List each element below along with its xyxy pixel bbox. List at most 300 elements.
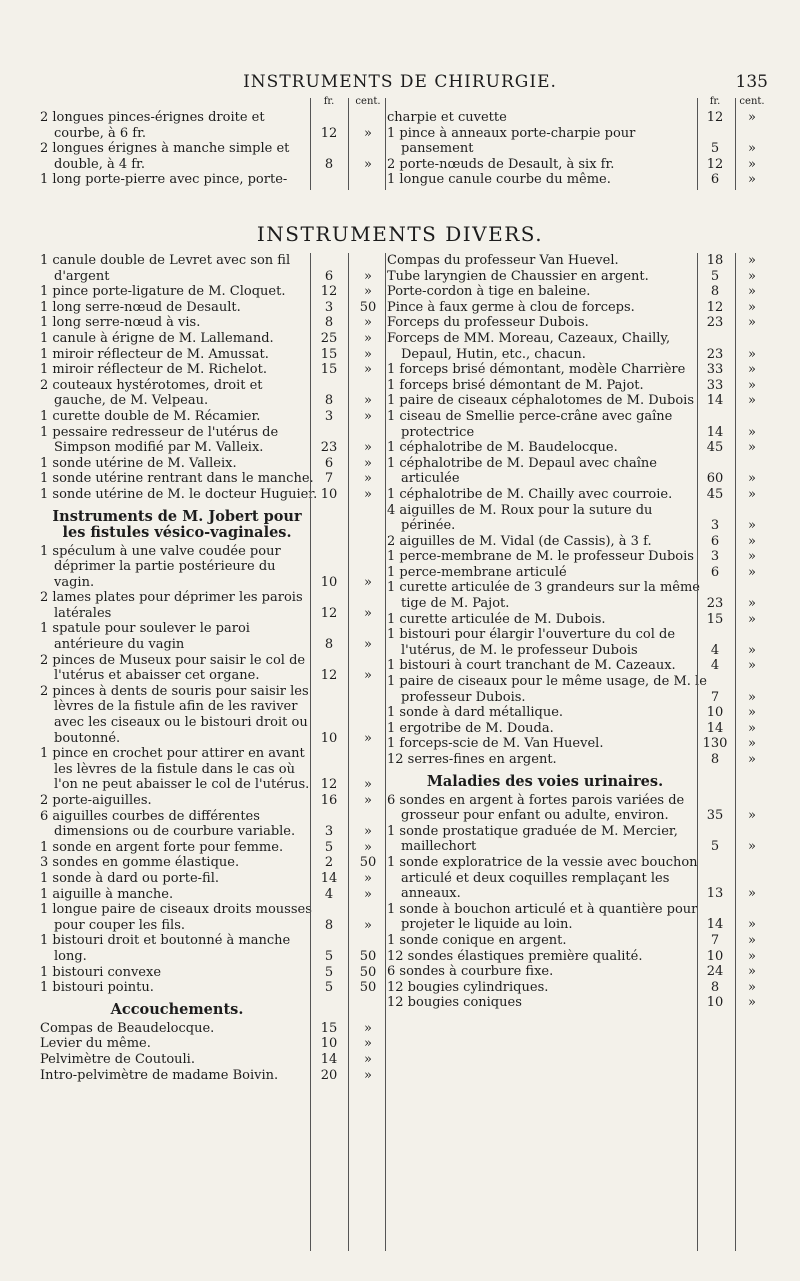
column-rule xyxy=(735,253,736,1251)
item-price-francs: 6 xyxy=(710,533,720,549)
item-price-francs: 12 xyxy=(706,299,724,315)
item-price-francs: 12 xyxy=(706,156,724,172)
item-price-centimes: » xyxy=(748,110,756,125)
item-description: 1 sonde utérine de M. le docteur Huguier. xyxy=(40,486,318,502)
price-list-item xyxy=(40,793,382,809)
item-price-centimes: » xyxy=(748,471,756,487)
item-price-francs: 10 xyxy=(320,574,338,590)
price-list-item xyxy=(387,315,762,331)
item-price-francs: 10 xyxy=(706,948,724,964)
price-list-item xyxy=(387,157,762,173)
item-price-francs: 8 xyxy=(324,393,334,409)
page-header-title: INSTRUMENTS DE CHIRURGIE. xyxy=(243,72,557,92)
item-description: 1 miroir réflecteur de M. Richelot. xyxy=(40,362,267,378)
item-description: 1 longue paire de ciseaux droits mousses pour couper les fils. xyxy=(40,902,312,933)
item-price-francs: 12 xyxy=(320,284,338,300)
item-price-centimes: » xyxy=(364,637,372,653)
item-description: Porte-cordon à tige en baleine. xyxy=(387,284,591,300)
item-price-francs: 10 xyxy=(320,730,338,746)
price-list-item xyxy=(387,456,762,487)
item-price-francs: 35 xyxy=(706,808,724,824)
item-description: 12 sondes élastiques première qualité. xyxy=(387,948,643,964)
item-description: 2 couteaux hystérotomes, droit et gauche, de M. Velpeau. xyxy=(40,377,263,409)
item-price-centimes: 50 xyxy=(359,964,377,980)
top-left-column xyxy=(40,98,382,188)
subsection-heading: Maladies des voies urinaires. xyxy=(426,772,664,790)
item-price-francs: 14 xyxy=(320,870,338,886)
item-description: 1 sonde en argent forte pour femme. xyxy=(40,839,284,855)
item-description: 1 sonde à bouchon articulé et à quantière pour projeter le liquide au loin. xyxy=(387,901,698,933)
price-list-item xyxy=(387,440,762,456)
item-price-francs: 15 xyxy=(320,362,338,378)
price-list-item xyxy=(40,362,382,378)
item-description: 1 spatule pour soulever le paroi antérieure du vagin xyxy=(40,621,250,653)
item-price-centimes: » xyxy=(364,330,372,346)
item-price-francs: 12 xyxy=(320,668,338,684)
franc-column-header: fr. xyxy=(323,96,335,108)
item-description: Forceps de MM. Moreau, Cazeaux, Chailly, Depaul, Hutin, etc., chacun. xyxy=(387,330,671,362)
item-description: 1 canule double de Levret avec son fil d'argent xyxy=(40,253,291,284)
price-list-item xyxy=(40,980,382,996)
item-description: 1 forceps brisé démontant de M. Pajot. xyxy=(387,377,644,393)
item-price-centimes: » xyxy=(748,964,756,980)
item-price-francs: 3 xyxy=(710,549,720,565)
item-price-centimes: » xyxy=(364,125,372,141)
item-price-francs: 4 xyxy=(324,886,334,902)
price-list-item xyxy=(387,409,762,440)
column-rule xyxy=(348,98,349,190)
item-description: 2 aiguilles de M. Vidal (de Cassis), à 3 f. xyxy=(387,533,652,549)
price-list-item xyxy=(387,503,762,534)
item-description: 1 ciseau de Smellie perce-crâne avec gaîne protectrice xyxy=(387,408,673,440)
item-price-francs: 6 xyxy=(324,268,334,284)
item-price-francs: 12 xyxy=(320,777,338,793)
item-price-centimes: » xyxy=(748,596,756,612)
column-rule xyxy=(697,98,698,190)
price-list-item xyxy=(40,110,382,141)
item-description: 12 serres-fines en argent. xyxy=(387,752,557,767)
price-list-item xyxy=(40,544,382,591)
item-price-francs: 5 xyxy=(324,839,334,855)
item-price-francs: 7 xyxy=(710,932,720,948)
item-description: 1 long serre-nœud de Desault. xyxy=(40,299,241,315)
price-list-item xyxy=(387,331,762,362)
item-price-francs: 15 xyxy=(320,1020,338,1036)
price-list-item xyxy=(40,141,382,172)
price-list-item xyxy=(40,887,382,903)
item-price-centimes: » xyxy=(748,839,756,855)
item-price-centimes: » xyxy=(748,172,756,188)
price-list-item xyxy=(40,855,382,871)
price-list-item xyxy=(40,840,382,856)
item-price-centimes: » xyxy=(364,156,372,172)
left-column xyxy=(40,253,382,1083)
item-price-francs: 33 xyxy=(706,362,724,378)
item-price-francs: 18 xyxy=(706,253,724,268)
item-description: 2 porte-nœuds de Desault, à six fr. xyxy=(387,156,615,172)
price-list-item xyxy=(387,534,762,550)
price-list-item xyxy=(40,1021,382,1037)
item-price-centimes: » xyxy=(748,564,756,580)
item-price-centimes: » xyxy=(748,518,756,534)
item-price-francs: 14 xyxy=(706,720,724,736)
price-list-item xyxy=(40,653,382,684)
item-price-centimes: » xyxy=(364,605,372,621)
item-price-centimes: » xyxy=(748,549,756,565)
item-price-francs: 12 xyxy=(706,110,724,125)
item-price-francs: 8 xyxy=(710,284,720,300)
item-description: 1 curette articulée de 3 grandeurs sur la même tige de M. Pajot. xyxy=(387,580,701,612)
item-description: 1 pince en crochet pour attirer en avant les lèvres de la fistule dans le cas où l'on ne peut abaisser le col de l'utérus. xyxy=(40,746,310,793)
item-price-centimes: » xyxy=(748,533,756,549)
subsection-heading: Accouchements. xyxy=(110,1000,244,1018)
item-description: 1 bistouri pointu. xyxy=(40,980,154,996)
item-price-francs: 12 xyxy=(320,125,338,141)
item-price-centimes: » xyxy=(364,268,372,284)
item-price-centimes: » xyxy=(364,793,372,808)
item-price-centimes: » xyxy=(364,870,372,886)
price-list-item xyxy=(40,1036,382,1052)
item-price-francs: 10 xyxy=(706,705,724,721)
item-description: 2 lames plates pour déprimer les parois latérales xyxy=(40,590,303,621)
item-price-centimes: 50 xyxy=(359,855,377,871)
top-right-column xyxy=(387,96,765,188)
item-price-francs: 15 xyxy=(706,611,724,627)
price-list-item xyxy=(40,487,382,503)
price-list-item xyxy=(387,902,762,933)
price-list-item xyxy=(40,621,382,652)
item-price-francs: 130 xyxy=(702,736,728,752)
centime-column-header: cent. xyxy=(355,96,381,108)
item-price-francs: 6 xyxy=(324,455,334,471)
item-description: 1 spéculum à une valve coudée pour déprimer la partie postérieure du vagin. xyxy=(40,543,281,590)
item-price-centimes: » xyxy=(364,346,372,362)
item-description: 12 bougies cylindriques. xyxy=(387,979,549,995)
item-price-centimes: » xyxy=(364,362,372,378)
item-description: 1 sonde utérine rentrant dans le manche. xyxy=(40,471,314,487)
price-list-item xyxy=(387,378,762,394)
item-price-centimes: » xyxy=(748,156,756,172)
price-list-item xyxy=(387,612,762,628)
item-price-francs: 6 xyxy=(710,172,720,188)
item-price-centimes: » xyxy=(748,720,756,736)
price-list-item xyxy=(40,172,382,188)
price-list-item xyxy=(387,964,762,980)
item-price-francs: 45 xyxy=(706,440,724,456)
item-description: Pince à faux germe à clou de forceps. xyxy=(387,299,635,315)
column-rule xyxy=(310,253,311,1251)
price-list-item xyxy=(40,590,382,621)
item-description: Forceps du professeur Dubois. xyxy=(387,315,589,331)
price-list-item xyxy=(387,980,762,996)
item-price-francs: 14 xyxy=(706,393,724,409)
item-price-francs: 23 xyxy=(706,346,724,362)
item-price-francs: 2 xyxy=(324,855,334,871)
item-price-centimes: » xyxy=(364,1067,372,1083)
item-price-francs: 8 xyxy=(324,637,334,653)
item-price-francs: 23 xyxy=(320,440,338,456)
item-price-centimes: » xyxy=(748,284,756,300)
item-price-centimes: » xyxy=(748,752,756,767)
item-description: 1 perce-membrane de M. le professeur Dubois xyxy=(387,549,694,565)
item-description: 12 bougies coniques xyxy=(387,995,522,1011)
item-price-centimes: » xyxy=(364,839,372,855)
item-price-centimes: 50 xyxy=(359,299,377,315)
item-description: 1 forceps-scie de M. Van Huevel. xyxy=(387,736,604,752)
item-price-centimes: » xyxy=(364,486,372,502)
item-price-francs: 5 xyxy=(324,964,334,980)
price-list-item xyxy=(40,871,382,887)
price-list-item xyxy=(40,378,382,409)
item-price-centimes: » xyxy=(748,299,756,315)
item-description: 3 sondes en gomme élastique. xyxy=(40,855,240,871)
item-price-francs: 6 xyxy=(710,564,720,580)
item-description: Tube laryngien de Chaussier en argent. xyxy=(387,268,649,284)
item-price-francs: 13 xyxy=(706,886,724,902)
price-list-item xyxy=(387,110,762,126)
item-price-centimes: » xyxy=(748,658,756,674)
item-description: 2 pinces à dents de souris pour saisir les lèvres de la fistule afin de les raviver avec les ciseaux ou le bistouri droit ou boutonné. xyxy=(40,683,309,746)
item-description: 1 miroir réflecteur de M. Amussat. xyxy=(40,346,269,362)
price-list-item xyxy=(387,721,762,737)
price-list-item xyxy=(387,824,762,855)
item-price-francs: 5 xyxy=(324,948,334,964)
currency-header xyxy=(40,98,382,110)
column-rule xyxy=(735,98,736,190)
item-price-francs: 10 xyxy=(706,995,724,1011)
price-list-item xyxy=(387,487,762,503)
item-price-centimes: » xyxy=(364,668,372,684)
item-price-centimes: » xyxy=(748,362,756,378)
item-description: 1 bistouri pour élargir l'ouverture du col de l'utérus, de M. le professeur Dubois xyxy=(387,627,676,658)
item-price-centimes: » xyxy=(748,377,756,393)
price-list-item xyxy=(387,793,762,824)
item-description: 1 sonde à dard ou porte-fil. xyxy=(40,870,220,886)
item-price-centimes: » xyxy=(364,824,372,840)
column-rule xyxy=(385,98,386,190)
price-list-item xyxy=(387,549,762,565)
item-price-francs: 7 xyxy=(710,689,720,705)
item-description: 1 pince à anneaux porte-charpie pour pansement xyxy=(387,125,636,157)
price-list-item xyxy=(387,126,762,157)
item-description: 1 sonde exploratrice de la vessie avec bouchon articulé et deux coquilles remplaçant les anneaux. xyxy=(387,854,698,902)
item-price-francs: 4 xyxy=(710,642,720,658)
item-price-centimes: » xyxy=(748,393,756,409)
item-price-centimes: » xyxy=(364,574,372,590)
item-price-centimes: » xyxy=(748,253,756,268)
item-price-francs: 20 xyxy=(320,1067,338,1083)
item-price-centimes: » xyxy=(364,315,372,331)
price-list-item xyxy=(40,253,382,284)
item-price-centimes: » xyxy=(748,995,756,1011)
item-description: 1 sonde à dard métallique. xyxy=(387,705,564,721)
item-description: 1 paire de ciseaux pour le même usage, de M. le professeur Dubois. xyxy=(387,674,707,705)
running-header xyxy=(0,72,800,96)
item-price-centimes: » xyxy=(364,284,372,300)
item-price-centimes: » xyxy=(748,886,756,902)
price-list-item xyxy=(387,736,762,752)
price-list-item xyxy=(387,580,762,611)
item-description: Levier du même. xyxy=(40,1036,151,1052)
centime-column-header: cent. xyxy=(739,96,765,108)
item-description: Pelvimètre de Coutouli. xyxy=(40,1051,195,1067)
item-price-centimes: » xyxy=(364,730,372,746)
price-list-item xyxy=(387,658,762,674)
item-price-francs: 8 xyxy=(324,917,334,933)
item-price-francs: 5 xyxy=(710,141,720,157)
item-price-francs: 3 xyxy=(710,518,720,534)
item-price-francs: 5 xyxy=(324,980,334,996)
item-description: 2 longues pinces-érignes droite et courbe, à 6 fr. xyxy=(40,110,265,141)
item-description: 1 pessaire redresseur de l'utérus de Simpson modifié par M. Valleix. xyxy=(40,424,279,456)
price-list-item xyxy=(387,253,762,269)
item-price-centimes: » xyxy=(364,455,372,471)
price-list-item xyxy=(387,565,762,581)
price-list-item xyxy=(40,284,382,300)
price-list-item xyxy=(40,347,382,363)
price-list-item xyxy=(387,393,762,409)
item-description: 1 aiguille à manche. xyxy=(40,886,174,902)
item-price-centimes: » xyxy=(364,393,372,409)
item-price-centimes: » xyxy=(748,315,756,331)
item-price-centimes: » xyxy=(748,979,756,995)
price-list-item xyxy=(40,933,382,964)
price-list-item xyxy=(40,456,382,472)
price-list-item xyxy=(387,855,762,902)
item-price-francs: 16 xyxy=(320,793,338,808)
item-price-francs: 24 xyxy=(706,964,724,980)
item-price-francs: 14 xyxy=(320,1051,338,1067)
price-list-item xyxy=(387,627,762,658)
item-price-centimes: » xyxy=(364,777,372,793)
item-description: 1 sonde conique en argent. xyxy=(387,932,567,948)
item-description: Compas de Beaudelocque. xyxy=(40,1020,215,1036)
item-description: 1 sonde utérine de M. Valleix. xyxy=(40,455,237,471)
item-price-francs: 5 xyxy=(710,839,720,855)
item-price-francs: 4 xyxy=(710,658,720,674)
item-price-francs: 23 xyxy=(706,315,724,331)
column-rule xyxy=(697,253,698,1251)
item-description: 2 longues érignes à manche simple et double, à 4 fr. xyxy=(40,141,290,172)
price-list-item xyxy=(40,684,382,746)
price-list-item xyxy=(387,752,762,768)
item-price-centimes: » xyxy=(748,689,756,705)
item-price-francs: 23 xyxy=(706,596,724,612)
item-price-francs: 8 xyxy=(324,315,334,331)
column-rule xyxy=(348,253,349,1251)
price-list-item xyxy=(387,995,762,1011)
item-description: 4 aiguilles de M. Roux pour la suture du périnée. xyxy=(387,502,653,534)
item-description: Compas du professeur Van Huevel. xyxy=(387,253,619,268)
item-price-centimes: » xyxy=(748,268,756,284)
price-list-item xyxy=(40,315,382,331)
item-price-centimes: » xyxy=(364,408,372,424)
item-description: 1 pince porte-ligature de M. Cloquet. xyxy=(40,284,286,300)
item-description: 1 longue canule courbe du même. xyxy=(387,172,611,188)
price-list-item xyxy=(40,471,382,487)
price-list-item xyxy=(40,746,382,793)
item-price-francs: 45 xyxy=(706,486,724,502)
item-price-centimes: » xyxy=(748,917,756,933)
price-list-item xyxy=(387,674,762,705)
price-list-item xyxy=(40,965,382,981)
price-list-item xyxy=(40,809,382,840)
price-list-item xyxy=(387,284,762,300)
price-list-item xyxy=(387,949,762,965)
item-price-centimes: » xyxy=(364,1051,372,1067)
item-description: 6 aiguilles courbes de différentes dimensions ou de courbure variable. xyxy=(40,808,296,840)
item-description: 1 bistouri à court tranchant de M. Cazeaux. xyxy=(387,658,676,674)
currency-header xyxy=(387,96,765,110)
item-price-centimes: 50 xyxy=(359,980,377,996)
price-list-item xyxy=(40,300,382,316)
item-description: 1 long porte-pierre avec pince, porte- xyxy=(40,172,288,188)
item-description: 1 curette articulée de M. Dubois. xyxy=(387,611,606,627)
item-price-francs: 8 xyxy=(710,752,720,767)
price-list-item xyxy=(387,300,762,316)
item-description: 1 céphalotribe de M. Depaul avec chaîne articulée xyxy=(387,455,657,487)
item-price-francs: 25 xyxy=(320,330,338,346)
item-description: 1 céphalotribe de M. Baudelocque. xyxy=(387,440,618,456)
item-price-centimes: » xyxy=(748,932,756,948)
item-price-centimes: » xyxy=(364,886,372,902)
item-price-centimes: » xyxy=(364,1020,372,1036)
item-price-francs: 3 xyxy=(324,299,334,315)
item-description: Intro-pelvimètre de madame Boivin. xyxy=(40,1067,279,1083)
price-list-item xyxy=(40,331,382,347)
price-list-item xyxy=(387,172,762,188)
item-price-centimes: » xyxy=(748,346,756,362)
price-list-item xyxy=(40,902,382,933)
item-price-francs: 10 xyxy=(320,1036,338,1052)
item-description: 1 curette double de M. Récamier. xyxy=(40,408,261,424)
price-list-item xyxy=(40,409,382,425)
item-description: 2 pinces de Museux pour saisir le col de l'utérus et abaisser cet organe. xyxy=(40,652,306,684)
column-rule xyxy=(385,253,386,1251)
item-description: 1 céphalotribe de M. Chailly avec courroie. xyxy=(387,486,673,502)
item-price-centimes: » xyxy=(748,705,756,721)
item-price-centimes: » xyxy=(748,642,756,658)
right-column xyxy=(387,253,762,1011)
page-number: 135 xyxy=(735,72,768,92)
price-list-item xyxy=(387,269,762,285)
item-price-centimes: 50 xyxy=(359,948,377,964)
item-price-francs: 10 xyxy=(320,486,338,502)
item-price-francs: 8 xyxy=(324,156,334,172)
item-price-centimes: » xyxy=(748,948,756,964)
column-rule xyxy=(310,98,311,190)
item-price-francs: 7 xyxy=(324,471,334,487)
item-price-centimes: » xyxy=(364,1036,372,1052)
item-price-francs: 60 xyxy=(706,471,724,487)
item-description: 1 forceps brisé démontant, modèle Charrière xyxy=(387,362,686,378)
item-description: 1 bistouri convexe xyxy=(40,964,162,980)
item-price-francs: 3 xyxy=(324,824,334,840)
item-price-centimes: » xyxy=(748,141,756,157)
price-list-item xyxy=(387,933,762,949)
price-list-item xyxy=(387,362,762,378)
item-price-centimes: » xyxy=(748,486,756,502)
subsection-heading: Instruments de M. Jobert pour les fistules vésico-vaginales. xyxy=(52,507,302,541)
item-description: 1 sonde prostatique graduée de M. Mercier, maillechort xyxy=(387,823,678,855)
item-price-centimes: » xyxy=(748,808,756,824)
item-price-francs: 8 xyxy=(710,979,720,995)
item-price-centimes: » xyxy=(748,736,756,752)
item-price-francs: 14 xyxy=(706,424,724,440)
item-price-centimes: » xyxy=(364,440,372,456)
item-price-centimes: » xyxy=(364,917,372,933)
item-price-francs: 14 xyxy=(706,917,724,933)
